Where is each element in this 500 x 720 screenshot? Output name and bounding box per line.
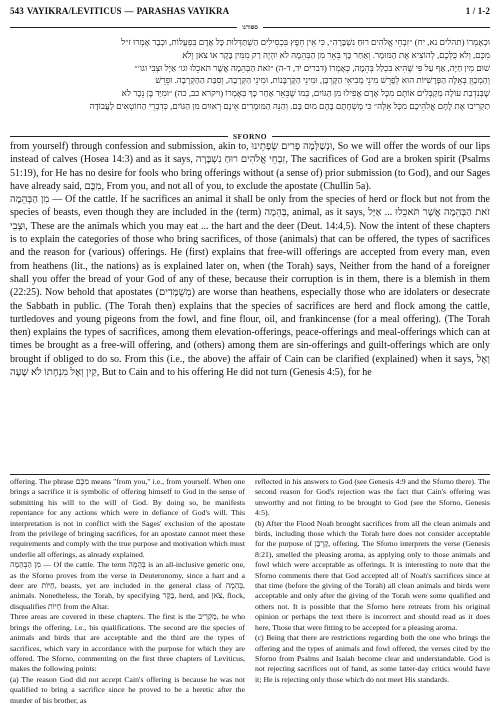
hebrew-line: מִכֶּם, וְלֹא כֻּלְּכֶם, לְהוֹצִיא אֶת הַמּוּמָר. וְאַחַר כָּךְ בֵּאֵר מִן הַבְּהֵמָה לֹא יִהְיֶה רַק מִמִּין בָּקָר אוֹ צֹאן וְלֹא — [182, 49, 490, 60]
notes-column-right — [255, 477, 490, 715]
note-paragraph: (a) The reason God did not accept Cain's offering is because he was not qualified to bring a sacrifice since he proved to be a heretic after the murder of his brother, as — [10, 674, 245, 705]
hebrew-section-title — [10, 22, 490, 32]
separator: — — [124, 6, 134, 16]
page-header — [10, 4, 490, 18]
rule-line — [272, 136, 490, 137]
hebrew-line: שֶׁבְּנִדְבַת עוֹלָה מְקַבְּלִים אוֹתָם מִכָּל אָדָם אֲפִילוּ מִן הַגּוֹיִם, כְּמוֹ שֶׁבֵּאֵר אַחַר כָּךְ בְּאָמְרוֹ (ויקרא כב, כה) ״וּמִיַּד בֶּן נֵכָר לֹא — [121, 88, 490, 99]
parasha-title: PARASHAS VAYIKRA — [136, 6, 230, 16]
page-number: 543 — [10, 6, 24, 16]
hebrew-section-label: ספורנו — [242, 23, 258, 31]
rule-line — [10, 27, 237, 28]
sforno-section-label: SFORNO — [232, 131, 268, 141]
book-title: VAYIKRA/LEVITICUS — [26, 6, 122, 16]
hebrew-commentary — [10, 36, 490, 129]
verse-reference: 1 / 1-2 — [465, 6, 490, 16]
note-paragraph: offering. The phrase מִכֶּם means "from you," i.e., from yourself. When one brings a sacrifice it is symbolic of offering himself to God in the sense of submitting his will to the will of God. By doing so, he manifests repentance for any actions which were in defiance of God's will. This interpretation is not in conflict with the Sages' exclusion of the apostate from the privilege of bringing sacrifices, for an apostate cannot meet these requirements and comply with the true purpose and motivation which must underlie all offerings, as already explained. — [10, 477, 245, 559]
sforno-paragraph: from yourself) through confession and submission, akin to, וּנְשַׁלְּמָה פָרִים שְׂפָתֵינוּ, So we will offer the words of our lips instead of calves (Hosea 14:3) and as it says, זִבְחֵי אֱלֹהִים רוּחַ נִשְׁבָּרָה, The sacrifices of God are a broken spirit (Psalms 51:19), for He has no desire for fools who bring offerings without (a sense of) prior submission (to God), and our Sages have already said, מִכֶּם, From you, and not all of you, to exclude the apostate (Chullin 5a). — [10, 141, 490, 192]
hebrew-line: תַקְרִיבוּ אֶת לֶחֶם אֱלֹהֵיכֶם מִכָּל אֵלֶּה״ כִּי מָשְׁחָתָם בָּהֶם מוּם בָּם. וְהַנֵּה הַמּוּמָרִים אֵינָם רְאוּיִם מִן הַגּוֹיִם, כְּדִבְרֵי הַחוֹטְאִים לַעֲבוֹדָה — [89, 100, 490, 111]
hebrew-line: וּכְאָמְרוֹ (תהלים נא, יח) ״זִבְחֵי אֱלֹהִים רוּחַ נִשְׁבָּרָה״, כִּי אֵין חֵפֶץ בִּכְסִילִים הַשְׁתַּדְּלוּת כָּל אָדָם בִּפְעֻלּוֹת, וּכְבָר אָמְרוּ ז״ל — [121, 37, 490, 47]
notes-column-left — [10, 477, 245, 715]
note-paragraph: מִן הַבְּהֵמָה — Of the cattle. The term בְּהֵמָה is an all-inclusive generic one, as the Sforno proves from the verse in Deuteronomy, since a hart and a deer are חַיּוֹת, beasts, yet are included in the general class of בְּהֵמָה, animals. Nonetheless, the Torah, by specifying בָּקָר, herd, and צֹאן, flock, disqualifies חַיּוֹת from the Altar. — [10, 560, 245, 611]
rule-line — [263, 27, 490, 28]
notes-divider — [10, 474, 490, 475]
running-head — [10, 6, 229, 16]
rule-line — [10, 136, 228, 137]
hebrew-line: וְהַמְכַוֵּן בְּאֵלֶּה הַפְּרָשִׁיּוֹת הוּא לְפָרֵשׁ מִינֵי מְבִיאֵי הַקָּרְבָּן, וּמִינֵי הַקָּרְבָּנוֹת, וּמִינֵי הַקְּרָבָה, וְסִבַּת הַהַקְרָבָה. וּפֵרֵשׁ — [155, 75, 490, 86]
sforno-paragraph: מִן הַבְּהֵמָה — Of the cattle. If he sacrifices an animal it shall be only from the species of herd or flock but not from the species of beasts, even though they are included in the (term) בְּהֵמָה, animal, as it says, זֹאת הַבְּהֵמָה אֲשֶׁר תֹּאכֵלוּ ... אַיָּל וּצְבִי, These are the animals which you may eat ... the hart and the deer (Deut. 14:4,5). Now the intent of these chapters is to explain the categories of those who bring sacrifices, of those (animals) that can be offered, the types of sacrifices and the reason for (various) offerings. He (first) explains that free-will offerings are accepted from every man, even from heathens (lit., the nations) as is explained later on, when (the Torah) says, Neither from the hand of a foreigner shall you offer the bread of your God of any of these, because their corruption is in them, there is a blemish in them (22:25). Now behold that apostates (מְשֻׁמָּדִים) are worse than heathens, especially those who are idolaters or desecrate the Sabbath in public. (The Torah then) explains that the species of sacrifices are herd and flock among the cattle, turtledoves and young pigeons from the fowl, and fine flour, oil, and frankincense (for a meal offering). (The Torah then) explains the types of sacrifices, among them elevation-offerings, peace-offerings and meal-offerings which can at times be brought as a free-will offering, and (others) among them are sin-offerings and guilt-offerings which are only brought if obliged to do so. From this (i.e., the above) the affair of Cain can be clarified (explained) when it says, וְאֶל קַיִן וְאֶל מִנְחָתוֹ לֹא שָׁעָה, But to Cain and to his offering He did not turn (Genesis 4:5), for he — [10, 194, 490, 379]
note-paragraph: reflected in his answers to God (see Genesis 4:9 and the Sforno there). The second reason for God's rejection was the fact that Cain's offering was unworthy and not fitting to be brought to God (see the Sforno, Genesis 4:5). — [255, 477, 490, 518]
footnotes — [10, 477, 490, 715]
note-paragraph: (b) After the Flood Noah brought sacrifices from all the clean animals and birds, including those which the Torah here does not consider acceptable for the purpose of קָרְבָּן, offering. The Sforno interprets the verse (Genesis 8:21), smelled the pleasing aroma, as applying only to those animals and fowl which were acceptable as offerings. It is interesting to note that the Sforno comments there that God accepted all of Noah's sacrifices since at that time (before the giving of the Torah) all clean animals and birds were acceptable and only after the giving of the Torah were some qualified and others not. It is possible that the Sforno here retreats from his original opinion or perhaps the text there is incorrect and should read as it does here, Those that were fitting to be accepted for a pleasing aroma. — [255, 518, 490, 632]
note-paragraph: Three areas are covered in these chapters. The first is the מַקְרִיב, he who brings the offering, i.e., his qualifications. The second are the species of animals and birds that are acceptable and the third are the types of sacrifices, which vary in accordance with the purpose for which they are offered. The Sforno, commenting on the first three chapters of Leviticus, makes the following points: — [10, 612, 245, 674]
sforno-translation — [10, 140, 490, 473]
hebrew-line: שׁוּם מִין חַיָּה, אַף עַל פִּי שֶׁהִיא בִּכְלַל בְּהֵמָה, כְּאָמְרוֹ (דברים יד, ד-ה) ״זֹאת הַבְּהֵמָה אֲשֶׁר תֹּאכֵלוּ וגו׳ אַיָּל וּצְבִי וגו׳״ — [134, 62, 490, 73]
note-paragraph: (c) Being that there are restrictions regarding both the one who brings the offering and the types of animals and fowl offered, the verses cited by the Sforno from Psalms and Isaiah become clear and understandable. God is not rejecting sacrifices out of hand, as some latter-day critics would have it; He is rejecting only those which do not meet His standards. — [255, 633, 490, 684]
